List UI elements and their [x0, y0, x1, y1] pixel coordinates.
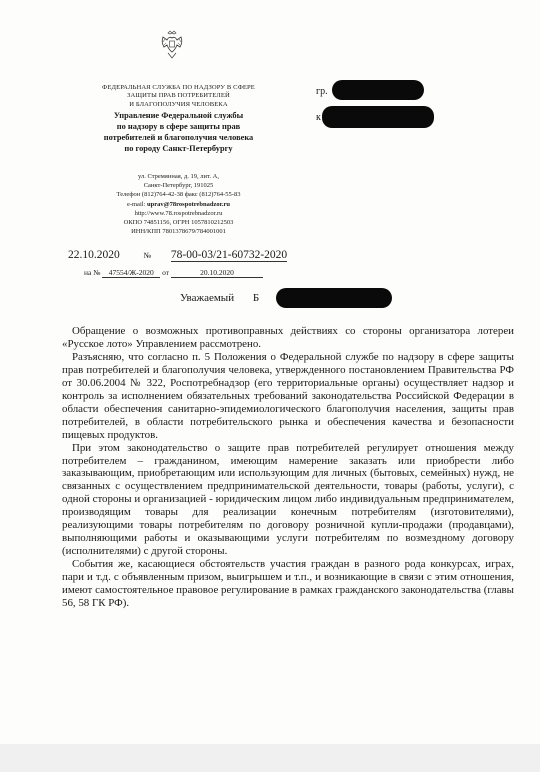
- coat-of-arms-icon: [160, 30, 184, 60]
- body-paragraph: Разъясняю, что согласно п. 5 Положения о Федеральной службе по надзору в сфере защиты прав потребителей и благополучия человека, утвержденного постановлением Правительства РФ от 30.06.2004 № 322, Роспотребнадзор (его территориальные органы) осуществляет надзор и контроль за исполнением обязательных требований законодательства Российской Федерации в области обеспечения санитарно-эпидемиологического благополучия населения, защиты прав потребителей, в области потребительского рынка и обеспечения качества и безопасности пищевых продуктов.: [62, 350, 514, 441]
- recipient-prefix: гр.: [316, 86, 328, 97]
- letter-body: [62, 325, 514, 610]
- registration-number: 78-00-03/21-60732-2020: [170, 249, 288, 261]
- greeting: Уважаемый Б: [180, 292, 260, 304]
- registration-line: [68, 249, 287, 261]
- website-link[interactable]: http://www.78.rospotrebnadzor.ru: [134, 209, 223, 217]
- department-name: Управление Федеральной службы по надзору в сфере защиты прав потребителей и благополучия человека по городу Санкт-Петербургу: [103, 111, 254, 153]
- body-paragraph: События же, касающиеся обстоятельств участия граждан в разного рода конкурсах, играх, пари и т.д. с объявленным призом, выигрышем и т.п., и возникающие в связи с этим отношения, имеют самостоятельное правовое регулирование в рамках гражданского законодательства (главы 56, 58 ГК РФ).: [62, 558, 514, 610]
- number-sign: №: [143, 251, 152, 260]
- reference-line: на № 47554/Ж-2020 от 20.10.2020: [84, 268, 263, 278]
- email-line: e-mail: uprav@78rospotrebnadzor.ru: [126, 200, 231, 208]
- reference-number: 47554/Ж-2020: [102, 268, 160, 278]
- greeting-name-redaction: [276, 288, 392, 308]
- viewer-background: [0, 744, 540, 772]
- body-paragraph: При этом законодательство о защите прав потребителей регулирует отношения между потребителем – гражданином, имеющим намерение заказать или приобрести либо заказывающим, приобретающим или использующим для личных (бытовых, семейных) нужд, не связанных с осуществлением предпринимательской деятельности, товары (работы, услуги), с одной стороны и организацией - юридическим лицом либо индивидуальным предпринимателем, производящим товары для реализации конечным потребителям (изготовителями), реализующими товары потребителям по договору розничной купли-продажи (продавцами), выполняющими работы и оказывающими услуги потребителям по возмездному договору (исполнителями) с другой стороны.: [62, 441, 514, 558]
- registration-date: 22.10.2020: [68, 249, 120, 261]
- reference-date: 20.10.2020: [171, 268, 263, 278]
- agency-name: ФЕДЕРАЛЬНАЯ СЛУЖБА ПО НАДЗОРУ В СФЕРЕ ЗАЩИТЫ ПРАВ ПОТРЕБИТЕЛЕЙ И БЛАГОПОЛУЧИЯ ЧЕЛОВЕКА: [102, 84, 255, 108]
- body-paragraph: Обращение о возможных противоправных действиях со стороны организатора лотереи «Русское лото» Управлением рассмотрено.: [62, 325, 514, 350]
- email-link[interactable]: uprav@78rospotrebnadzor.ru: [147, 200, 231, 208]
- contact-block: ул. Стремянная, д. 19, лит. А, Санкт-Петербург, 191025 Телефон (812)764-42-38 факс (812)764-55-83 e-mail: uprav@78rospotrebnadzor.ru http://www.78.rospotrebnadzor.ru ОКПО 74851156, ОГРН 1057810212503 ИНН/КПП 7801378679/784001001: [86, 172, 271, 236]
- recipient-address-redaction: [322, 106, 434, 128]
- recipient-name-redaction: [332, 80, 424, 100]
- recipient-address-char: к: [316, 112, 321, 123]
